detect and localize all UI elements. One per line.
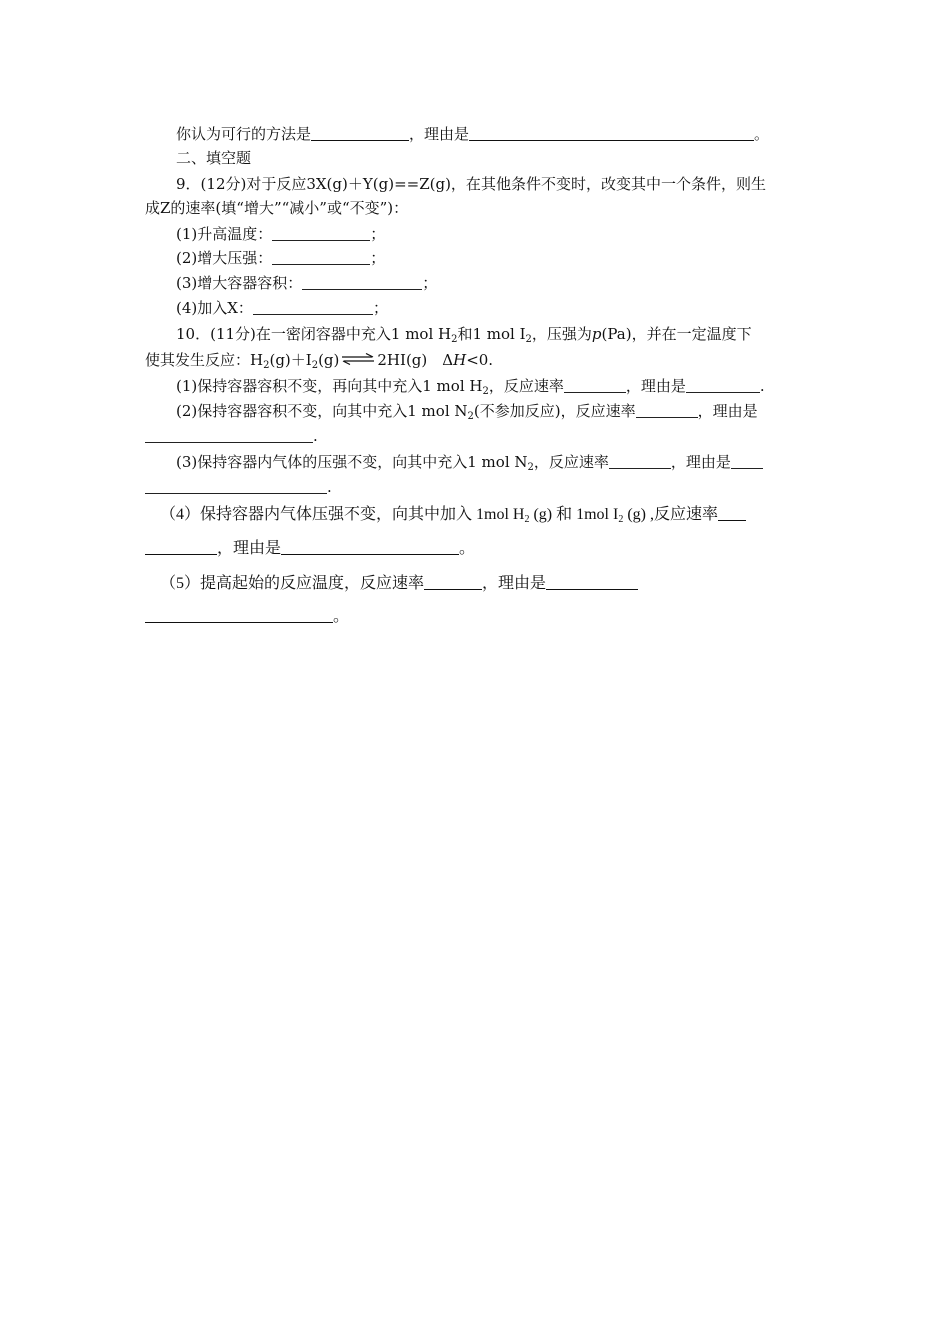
q10-item-4-cont: ，理由是 。 — [145, 537, 810, 561]
q10-intro-line2: 使其发生反应：$H_2(g)+I_2(g)$ 2HI(g) ΔH<0. — [145, 351, 494, 371]
q10-intro-line1: 10．(11分)在一密闭容器中充入1 mol $H_2$和1 mol $I_2$，压强为p(Pa)，并在一定温度下 — [176, 325, 752, 345]
answer-blank[interactable] — [302, 273, 422, 290]
q10-item-2-cont: . — [145, 424, 810, 448]
answer-blank[interactable] — [546, 573, 638, 590]
top-line-reason: ，理由是 — [409, 125, 470, 143]
q10-item-3: (3)保持容器内气体的压强不变，向其中充入1 mol $N_2$，反应速率 ，理由是 — [176, 450, 841, 474]
answer-blank[interactable] — [272, 224, 370, 241]
answer-blank[interactable] — [145, 477, 327, 494]
q10-item-5: （5）提高起始的反应温度，反应速率 ，理由是 — [160, 572, 825, 596]
q9-item-1: (1)升高温度： ； — [176, 225, 386, 243]
q9-item-3: (3)增大容器容积： ； — [176, 274, 438, 292]
q10-item-1: (1)保持容器容积不变，再向其中充入1 mol $H_2$，反应速率 ，理由是 . — [176, 377, 765, 397]
top-line: 你认为可行的方法是 ，理由是 。 — [176, 125, 770, 143]
answer-blank[interactable] — [609, 452, 671, 469]
q9-intro-line2: 成Z的速率(填“增大”“减小”或“不变”)： — [145, 199, 409, 217]
answer-blank[interactable] — [718, 504, 746, 521]
answer-blank[interactable] — [731, 452, 763, 469]
q9-item-4: (4)加入X： ； — [176, 299, 388, 317]
q10-item-5-cont: 。 — [145, 605, 810, 629]
q9-item-2: (2)增大压强： ； — [176, 249, 386, 267]
answer-blank[interactable] — [686, 376, 760, 393]
q9-intro-line1: 9．(12分)对于反应3X(g)＋Y(g)==Z(g)，在其他条件不变时，改变其中一个条件，则生 — [176, 175, 766, 193]
q10-item-3-cont: . — [145, 475, 810, 499]
answer-blank[interactable] — [281, 538, 459, 555]
answer-blank[interactable] — [469, 124, 754, 141]
q10-item-2: (2)保持容器容积不变，向其中充入1 mol $N_2$(不参加反应)，反应速率 ，理由是 — [176, 402, 758, 422]
q10-item-4: （4）保持容器内气体压强不变，向其中加入 1mol $H_2$ (g) 和 1mol $I_2$ (g) ,反应速率 — [160, 503, 825, 527]
answer-blank[interactable] — [253, 298, 373, 315]
answer-blank[interactable] — [564, 376, 626, 393]
answer-blank[interactable] — [145, 606, 333, 623]
answer-blank[interactable] — [636, 401, 698, 418]
top-line-prompt: 你认为可行的方法是 — [176, 125, 312, 143]
answer-blank[interactable] — [311, 124, 409, 141]
section-title: 二、填空题 — [176, 149, 252, 167]
answer-blank[interactable] — [145, 538, 217, 555]
answer-blank[interactable] — [424, 573, 482, 590]
answer-blank[interactable] — [272, 248, 370, 265]
equilibrium-arrow-icon — [341, 353, 375, 365]
answer-blank[interactable] — [145, 426, 313, 443]
